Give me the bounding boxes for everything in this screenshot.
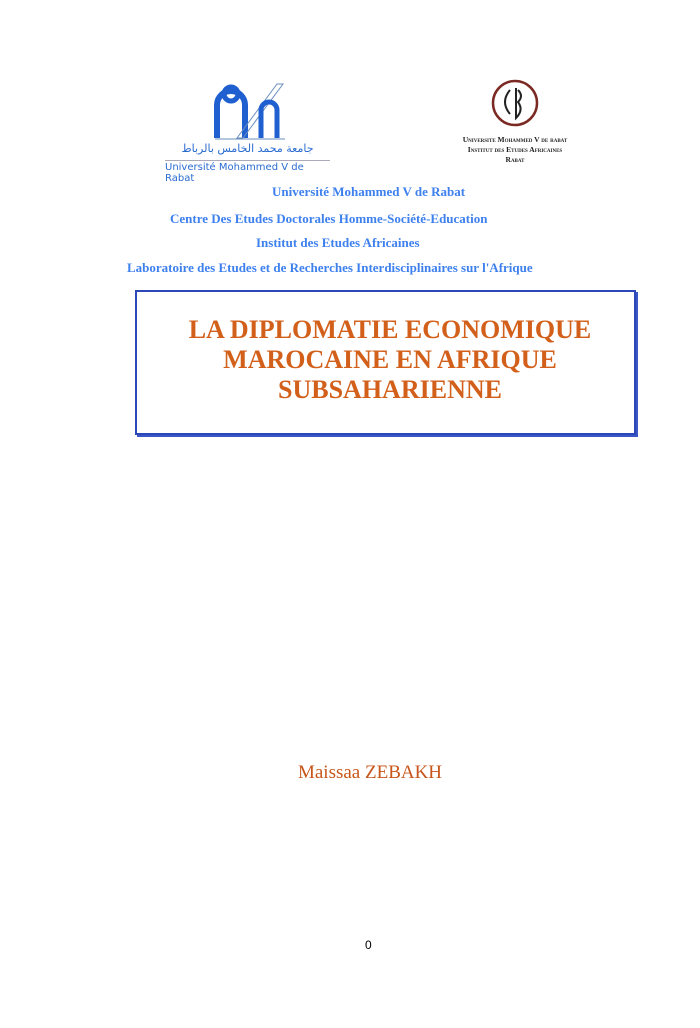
title-line-2: MAROCAINE EN AFRIQUE: [223, 345, 557, 374]
institute-emblem-icon: [490, 78, 540, 128]
document-title: [135, 315, 645, 405]
university-logo-icon: [165, 80, 330, 142]
title-line-3: SUBSAHARIENNE: [278, 375, 502, 404]
header-institut: Institut des Etudes Africaines: [256, 235, 420, 250]
institute-logo: [430, 78, 600, 173]
header-centre: Centre Des Etudes Doctorales Homme-Société-Education: [170, 211, 488, 226]
institute-logo-text: [430, 135, 600, 165]
author-name: Maissaa ZEBAKH: [297, 762, 443, 783]
logo-line-1: Universite Mohammed V de rabat: [462, 135, 568, 144]
logo-line-3: Rabat: [505, 155, 525, 164]
header-university: Université Mohammed V de Rabat: [272, 184, 466, 199]
page-number: 0: [365, 938, 372, 952]
logo-french-text: Université Mohammed V de Rabat: [165, 160, 330, 184]
university-logo: [165, 80, 330, 184]
logo-line-2: Institut des Etudes Africaines: [467, 145, 563, 154]
header-laboratoire: Laboratoire des Etudes et de Recherches Interdisciplinaires sur l'Afrique: [127, 260, 533, 275]
title-line-1: LA DIPLOMATIE ECONOMIQUE: [188, 315, 592, 344]
logo-arabic-text: جامعة محمد الخامس بالرباط: [181, 142, 314, 155]
